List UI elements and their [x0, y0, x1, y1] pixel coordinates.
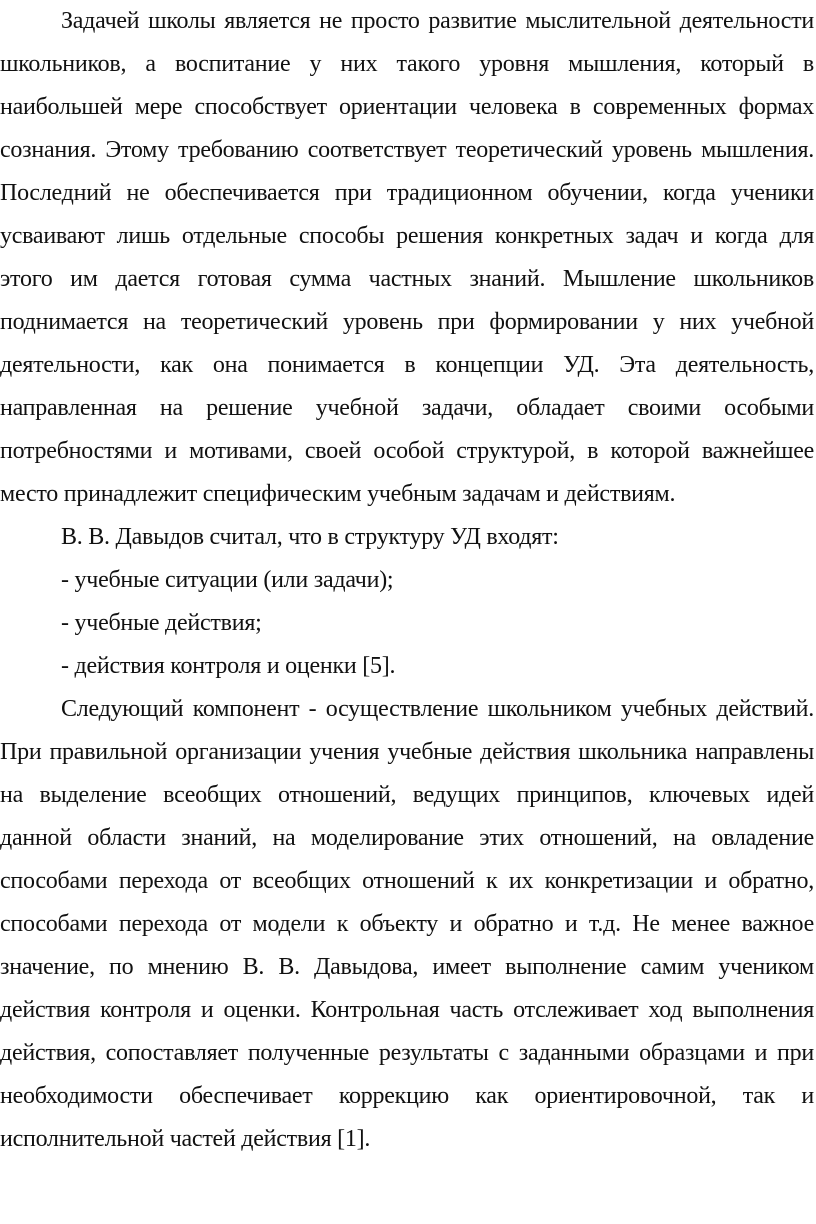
- list-item-learning-actions: - учебные действия;: [61, 610, 262, 636]
- paragraph-next-component: Следующий компонент - осуществление школьником учебных действий. При правильной организации учения учебные действия школьника направлены на выделение всеобщих отношений, ведущих принципов, ключевых идей данной области знаний, на моделирование этих отношений, на овладение способами перехода от всеобщих отношений к их конкретизации и обратно, способами перехода от модели к объекту и обратно и т.д. Не менее важное значение, по мнению В. В. Давыдова, имеет выполнение самим учеником действия контроля и оценки. Контрольная часть отслеживает ход выполнения действия, сопоставляет полученные результаты с заданными образцами и при необходимости обеспечивает коррекцию как ориентировочной, так и исполнительной частей действия [1].: [0, 696, 814, 1152]
- paragraph-school-task: Задачей школы является не просто развитие мыслительной деятельности школьников, а воспитание у них такого уровня мышления, который в наибольшей мере способствует ориентации человека в современных формах сознания. Этому требованию соответствует теоретический уровень мышления. Последний не обеспечивается при традиционном обучении, когда ученики усваивают лишь отдельные способы решения конкретных задач и когда для этого им дается готовая сумма частных знаний. Мышление школьников поднимается на теоретический уровень при формировании у них учебной деятельности, как она понимается в концепции УД. Эта деятельность, направленная на решение учебной задачи, обладает своими особыми потребностями и мотивами, своей особой структурой, в которой важнейшее место принадлежит специфическим учебным задачам и действиям.: [0, 8, 814, 507]
- paragraph-davydov-structure: В. В. Давыдов считал, что в структуру УД входят:: [61, 524, 559, 550]
- list-item-control-evaluation: - действия контроля и оценки [5].: [61, 653, 396, 679]
- list-item-learning-situations: - учебные ситуации (или задачи);: [61, 567, 394, 593]
